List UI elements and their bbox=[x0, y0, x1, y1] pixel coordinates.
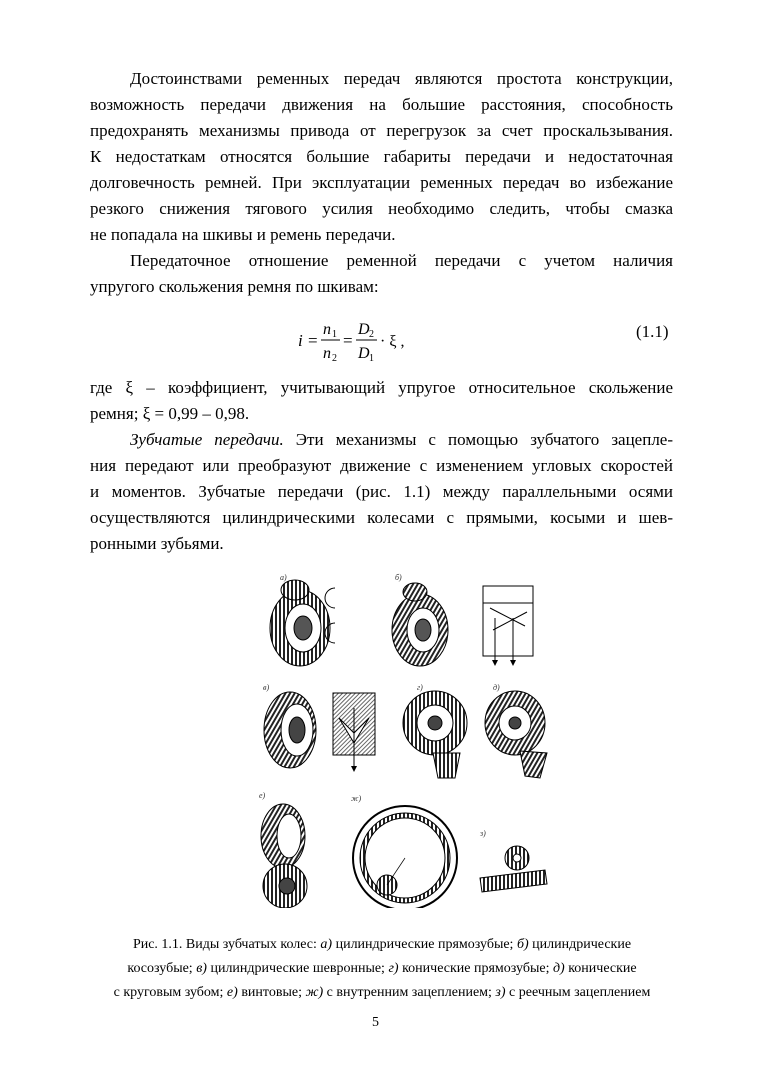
text-line: упругого скольжения ремня по шкивам: bbox=[90, 277, 379, 296]
svg-text:з): з) bbox=[480, 829, 486, 838]
formula-1-1 bbox=[296, 316, 416, 364]
svg-text:е): е) bbox=[259, 791, 266, 800]
text-line: не попадала на шкивы и ремень передачи. bbox=[90, 225, 396, 244]
text-line: возможность передачи движения на большие расстояния, способность bbox=[90, 95, 673, 114]
formula-D1: D bbox=[358, 345, 370, 362]
caption-label: з) bbox=[495, 985, 506, 1000]
caption-label: д) bbox=[552, 961, 565, 976]
bevel-spiral-gear-drawing bbox=[485, 683, 547, 778]
text-fragment: Эти механизмы с помощью зубчатого зацепле- bbox=[283, 430, 674, 449]
gear-types-figure bbox=[255, 568, 555, 908]
caption-label: в) bbox=[196, 961, 207, 976]
force-diagram bbox=[483, 586, 533, 666]
caption-text: винтовые; bbox=[237, 985, 306, 1000]
helical-gear-drawing bbox=[392, 573, 448, 666]
svg-text:в): в) bbox=[263, 683, 270, 692]
text-line: Передаточное отношение ременной передачи с учетом наличия bbox=[130, 251, 673, 270]
bevel-straight-gear-drawing bbox=[403, 683, 467, 778]
text-line: резкого снижения тягового усилия необходимо следить, чтобы смазка bbox=[90, 199, 673, 218]
text-line: Достоинствами ременных передач являются простота конструкции, bbox=[130, 69, 673, 88]
formula-lhs: i bbox=[298, 331, 303, 350]
text-line: ронными зубьями. bbox=[90, 534, 224, 553]
figure-caption-line-1 bbox=[92, 933, 672, 957]
text-line: предохранять механизмы привода от перегрузок за счет проскальзывания. bbox=[90, 121, 673, 140]
caption-text: косозубые; bbox=[127, 961, 197, 976]
formula-tail: · ξ , bbox=[380, 333, 405, 350]
caption-label: а) bbox=[320, 937, 333, 952]
text-line: и моментов. Зубчатые передачи (рис. 1.1) между параллельными осями bbox=[90, 482, 673, 501]
caption-text: с реечным зацеплением bbox=[505, 985, 651, 1000]
screw-gear-drawing bbox=[259, 791, 307, 908]
caption-text: цилиндрические bbox=[528, 937, 632, 952]
svg-text:ж): ж) bbox=[351, 794, 362, 803]
text-line: К недостаткам относятся большие габариты передачи и недостаточная bbox=[90, 147, 673, 166]
caption-text: цилиндрические шевронные; bbox=[206, 961, 389, 976]
rack-pinion-drawing bbox=[479, 829, 547, 892]
svg-text:д): д) bbox=[493, 683, 500, 692]
caption-text: конические bbox=[564, 961, 637, 976]
text-line: где ξ – коэффициент, учитывающий упругое относительное скольжение bbox=[90, 378, 673, 397]
formula-n2: n bbox=[323, 345, 331, 362]
section-lead: Зубчатые передачи. bbox=[130, 430, 284, 449]
text-line: осуществляются цилиндрическими колесами с прямыми, косыми и шев- bbox=[90, 508, 673, 527]
text-line bbox=[130, 427, 673, 453]
page-number: 5 bbox=[372, 1015, 379, 1030]
chevron-force-diagram bbox=[333, 693, 375, 772]
formula-n2-sub: 2 bbox=[332, 353, 337, 364]
spur-gear-drawing bbox=[270, 573, 335, 666]
svg-text:г): г) bbox=[417, 683, 423, 692]
svg-text:б): б) bbox=[395, 573, 402, 582]
caption-label: ж) bbox=[305, 985, 324, 1000]
text-line: ния передают или преобразуют движение с изменением угловых скоростей bbox=[90, 456, 673, 475]
formula-D2-sub: 2 bbox=[369, 329, 374, 340]
caption-text: цилиндрические прямозубые; bbox=[332, 937, 517, 952]
formula-n1: n bbox=[323, 321, 331, 338]
herringbone-gear-drawing bbox=[263, 683, 316, 768]
caption-text: Рис. 1.1. Виды зубчатых колес: bbox=[132, 937, 321, 952]
svg-text:=: = bbox=[343, 331, 353, 350]
caption-text: с внутренним зацеплением; bbox=[323, 985, 496, 1000]
svg-text:=: = bbox=[308, 331, 318, 350]
figure-caption-line-3 bbox=[92, 981, 672, 1005]
figure-caption-line-2 bbox=[92, 957, 672, 981]
svg-text:а): а) bbox=[280, 573, 287, 582]
equation-number: (1.1) bbox=[636, 322, 669, 341]
caption-label: г) bbox=[388, 961, 399, 976]
caption-text: конические прямозубые; bbox=[398, 961, 553, 976]
text-line: долговечность ремней. При эксплуатации ременных передач во избежание bbox=[90, 173, 673, 192]
formula-D1-sub: 1 bbox=[369, 353, 374, 364]
internal-gear-drawing bbox=[351, 794, 457, 908]
formula-n1-sub: 1 bbox=[332, 329, 337, 340]
caption-text: с круговым зубом; bbox=[113, 985, 227, 1000]
text-line: ремня; ξ = 0,99 – 0,98. bbox=[90, 404, 250, 423]
caption-label: б) bbox=[516, 937, 529, 952]
formula-D2: D bbox=[358, 321, 370, 338]
caption-label: е) bbox=[226, 985, 238, 1000]
